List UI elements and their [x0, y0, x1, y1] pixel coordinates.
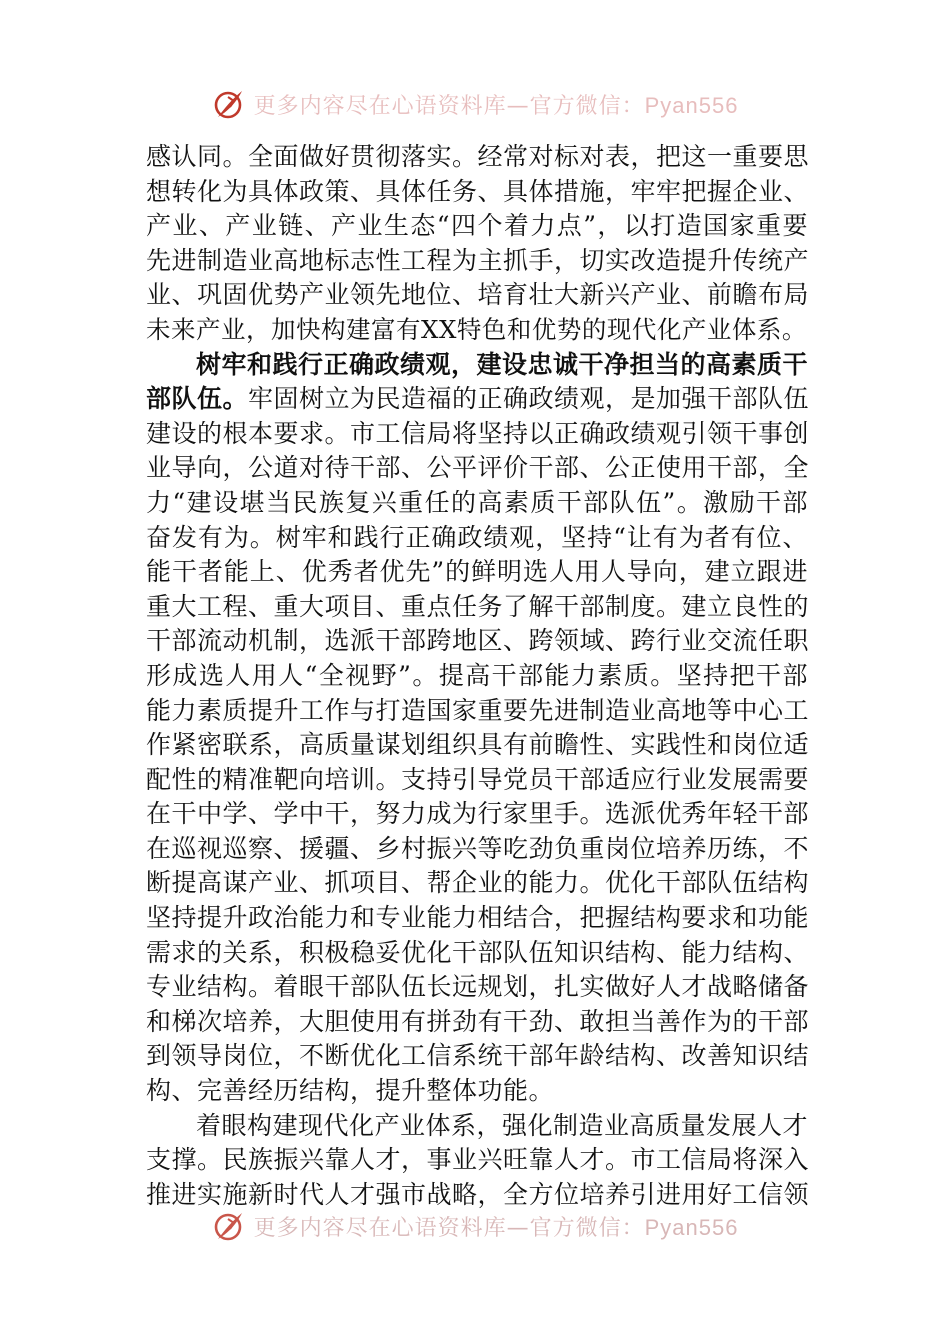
line-text: 奋发有为。树牢和践行正确政绩观，坚持“让有为者有位、 [146, 522, 808, 552]
text-line [146, 486, 808, 521]
line-text: 构、完善经历结构，提升整体功能。 [146, 1076, 555, 1106]
text-line [146, 209, 808, 244]
text-line [146, 694, 808, 729]
text-line [146, 970, 808, 1005]
line-text: 到领导岗位，不断优化工信系统干部年龄结构、改善知识结 [146, 1041, 810, 1071]
text-line [146, 901, 808, 936]
line-text: 在干中学、学中干，努力成为行家里手。选派优秀年轻干部 [146, 799, 810, 829]
line-text: 牢固树立为民造福的正确政绩观，是加强干部队伍 [248, 384, 810, 414]
paragraph [146, 348, 808, 1109]
line-text: 坚持提升政治能力和专业能力相结合，把握结构要求和功能 [146, 903, 810, 933]
line-text: 支撑。民族振兴靠人才，事业兴旺靠人才。市工信局将深入 [146, 1145, 810, 1175]
line-text: 业导向，公道对待干部、公平评价干部、公正使用干部，全 [146, 453, 810, 483]
text-line [146, 590, 808, 625]
text-line [146, 1005, 808, 1040]
text-line [146, 866, 808, 901]
text-line [146, 832, 808, 867]
footer-watermark [0, 1209, 950, 1243]
watermark-text: 更多内容尽在心语资料库—官方微信：Pyan556 [253, 92, 739, 119]
text-line [146, 175, 808, 210]
line-text: 未来产业，加快构建富有XX特色和优势的现代化产业体系。 [146, 314, 807, 344]
text-line [146, 521, 808, 556]
text-line [146, 451, 808, 486]
header-watermark [0, 84, 950, 124]
line-text: 能干者能上、优秀者优先”的鲜明选人用人导向，建立跟进 [146, 557, 808, 587]
line-text: 推进实施新时代人才强市战略，全方位培养引进用好工信领 [146, 1179, 810, 1209]
text-line [146, 1039, 808, 1074]
line-text: 业、巩固优势产业领先地位、培育壮大新兴产业、前瞻布局 [146, 280, 810, 310]
line-text: 需求的关系，积极稳妥优化干部队伍知识结构、能力结构、 [146, 937, 810, 967]
text-line [146, 140, 808, 175]
bold-heading-text: 部队伍。 [146, 384, 249, 414]
text-line [146, 1074, 808, 1109]
text-line [146, 348, 808, 383]
line-text: 着眼构建现代化产业体系，强化制造业高质量发展人才 [196, 1110, 809, 1140]
text-line [146, 278, 808, 313]
line-text: 能力素质提升工作与打造国家重要先进制造业高地等中心工 [146, 695, 810, 725]
bold-heading-text: 树牢和践行正确政绩观，建设忠诚干净担当的高素质干 [196, 349, 809, 379]
text-line [146, 1109, 808, 1144]
paragraph [146, 140, 808, 348]
feather-logo-icon [212, 1209, 246, 1243]
text-line [146, 659, 808, 694]
text-line [146, 244, 808, 279]
text-line [146, 1178, 808, 1213]
text-line [146, 763, 808, 798]
text-line [146, 728, 808, 763]
line-text: 专业结构。着眼干部队伍长远规划，扎实做好人才战略储备 [146, 972, 810, 1002]
line-text: 产业、产业链、产业生态“四个着力点”，以打造国家重要 [146, 211, 808, 241]
line-text: 先进制造业高地标志性工程为主抓手，切实改造提升传统产 [146, 245, 810, 275]
text-line [146, 624, 808, 659]
line-text: 和梯次培养，大胆使用有拼劲有干劲、敢担当善作为的干部 [146, 1006, 810, 1036]
document-body [146, 140, 808, 1212]
line-text: 干部流动机制，选派干部跨地区、跨领域、跨行业交流任职 [146, 626, 810, 656]
line-text: 感认同。全面做好贯彻落实。经常对标对表，把这一重要思 [146, 142, 810, 171]
watermark-text: 更多内容尽在心语资料库—官方微信：Pyan556 [253, 1214, 739, 1241]
line-text: 建设的根本要求。市工信局将坚持以正确政绩观引领干事创 [146, 418, 810, 448]
text-line [146, 555, 808, 590]
feather-logo-icon [212, 87, 246, 121]
line-text: 重大工程、重大项目、重点任务了解干部制度。建立良性的 [146, 591, 810, 621]
text-line [146, 382, 808, 417]
text-line [146, 417, 808, 452]
text-line [146, 313, 808, 348]
text-line [146, 936, 808, 971]
line-text: 配性的精准靶向培训。支持引导党员干部适应行业发展需要 [146, 764, 810, 794]
line-text: 断提高谋产业、抓项目、帮企业的能力。优化干部队伍结构 [146, 868, 810, 898]
line-text: 力“建设堪当民族复兴重任的高素质干部队伍”。激励干部 [146, 487, 808, 517]
text-line [146, 1143, 808, 1178]
paragraph [146, 1109, 808, 1213]
text-line [146, 797, 808, 832]
line-text: 作紧密联系，高质量谋划组织具有前瞻性、实践性和岗位适 [146, 730, 810, 760]
line-text: 在巡视巡察、援疆、乡村振兴等吃劲负重岗位培养历练，不 [146, 833, 810, 863]
line-text: 想转化为具体政策、具体任务、具体措施，牢牢把握企业、 [146, 176, 810, 206]
line-text: 形成选人用人“全视野”。提高干部能力素质。坚持把干部 [146, 660, 808, 690]
